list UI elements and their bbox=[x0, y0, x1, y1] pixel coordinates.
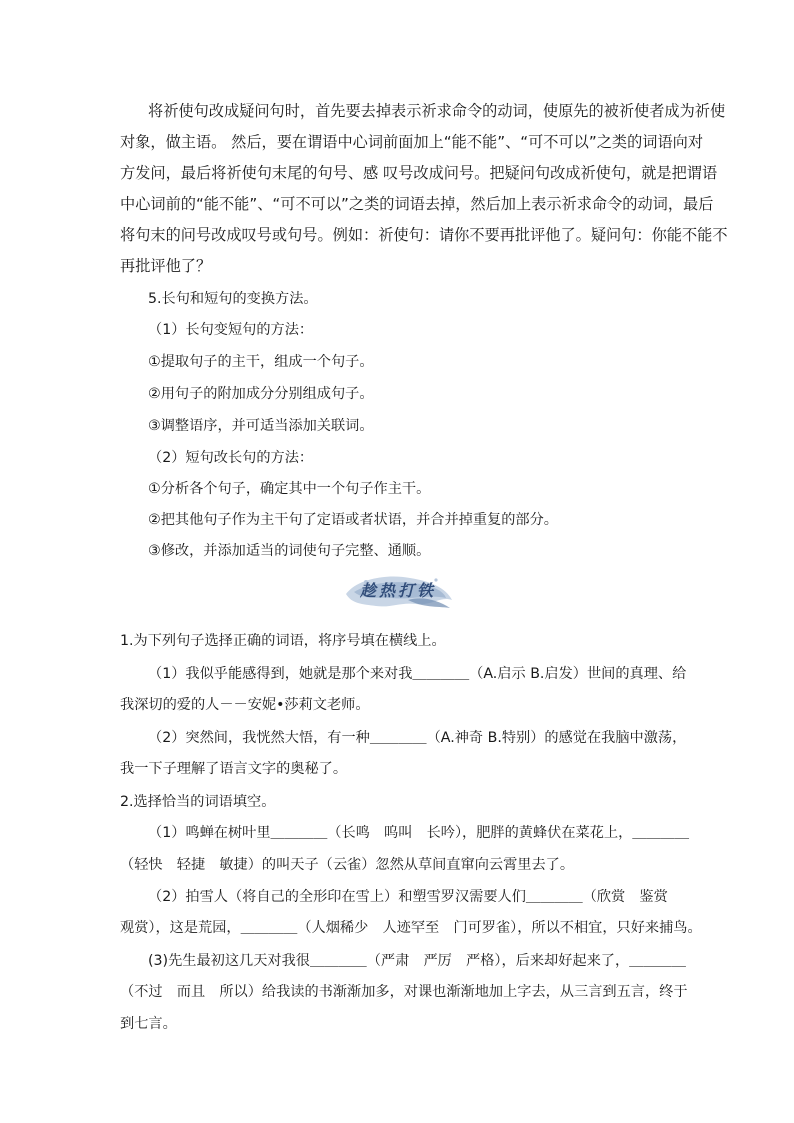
intro-line-3: 方发问，最后将祈使句末尾的句号、感 叹号改成问号。把疑问句改成祈使句，就是把谓语 bbox=[120, 164, 718, 182]
section-banner bbox=[340, 570, 456, 612]
exercise-1a-line-1: （1）我似乎能感得到，她就是那个来对我＿＿＿＿（A.启示 B.启发）世间的真理、给 bbox=[148, 666, 687, 682]
exercise-2a-line-2: （轻快 轻捷 敏捷）的叫天子（云雀）忽然从草间直窜向云霄里去了。 bbox=[120, 857, 575, 873]
section-5-sub2: （2）短句改长句的方法： bbox=[148, 450, 314, 466]
intro-line-2: 对象，做主语。 然后，要在谓语中心词前面加上“能不能”、“可不可以”之类的词语向对 bbox=[120, 133, 704, 151]
exercise-1b-line-2: 我一下子理解了语言文字的奥秘了。 bbox=[120, 761, 348, 777]
exercise-1-title: 1.为下列句子选择正确的词语，将序号填在横线上。 bbox=[120, 633, 446, 649]
exercise-1b-line-1: （2）突然间，我恍然大悟，有一种＿＿＿＿（A.神奇 B.特别）的感觉在我脑中激荡， bbox=[148, 730, 687, 746]
list-item: ①分析各个句子，确定其中一个句子作主干。 bbox=[148, 481, 431, 497]
exercise-2-title: 2.选择恰当的词语填空。 bbox=[120, 794, 276, 810]
list-item: ③调整语序，并可适当添加关联词。 bbox=[148, 418, 374, 434]
intro-line-5: 将句末的问号改成叹号或句号。例如：祈使句：请你不要再批评他了。疑问句：你能不能不 bbox=[120, 226, 728, 244]
exercise-2b-line-1: （2）拍雪人（将自己的全形印在雪上）和塑雪罗汉需要人们＿＿＿＿（欣赏 鉴赏 bbox=[148, 889, 668, 905]
list-item: ③修改，并添加适当的词使句子完整、通顺。 bbox=[148, 543, 431, 559]
exercise-2c-line-1: (3)先生最初这几天对我很＿＿＿＿（严肃 严厉 严格），后来却好起来了，＿＿＿＿ bbox=[148, 953, 686, 969]
section-5-sub1: （1）长句变短句的方法： bbox=[148, 322, 314, 338]
intro-line-6: 再批评他了？ bbox=[120, 257, 212, 275]
exercise-2b-line-2: 观赏），这是荒园，＿＿＿＿（人烟稀少 人迹罕至 门可罗雀），所以不相宜，只好来捕鸟。 bbox=[120, 920, 702, 936]
section-5-title: 5.长句和短句的变换方法。 bbox=[148, 291, 318, 307]
list-item: ②把其他句子作为主干句了定语或者状语，并合并掉重复的部分。 bbox=[148, 512, 558, 528]
exercise-1a-line-2: 我深切的爱的人－－安妮•莎莉文老师。 bbox=[120, 697, 370, 713]
banner-label: 趁热打铁 bbox=[359, 581, 436, 600]
intro-line-4: 中心词前的“能不能”、“可不可以”之类的词语去掉，然后加上表示祈求命令的动词，最后 bbox=[120, 195, 714, 213]
intro-line-1: 将祈使句改成疑问句时，首先要去掉表示祈求命令的动词，使原先的被祈使者成为祈使 bbox=[148, 102, 726, 120]
exercise-2a-line-1: （1）鸣蝉在树叶里＿＿＿＿（长鸣 呜叫 长吟），肥胖的黄蜂伏在菜花上，＿＿＿＿ bbox=[148, 825, 690, 841]
exercise-2c-line-3: 到七言。 bbox=[120, 1016, 177, 1032]
exercise-2c-line-2: （不过 而且 所以）给我读的书渐渐加多，对课也渐渐地加上字去，从三言到五言，终于 bbox=[120, 984, 688, 1000]
list-item: ②用句子的附加成分分别组成句子。 bbox=[148, 386, 374, 402]
list-item: ①提取句子的主干，组成一个句子。 bbox=[148, 354, 374, 370]
